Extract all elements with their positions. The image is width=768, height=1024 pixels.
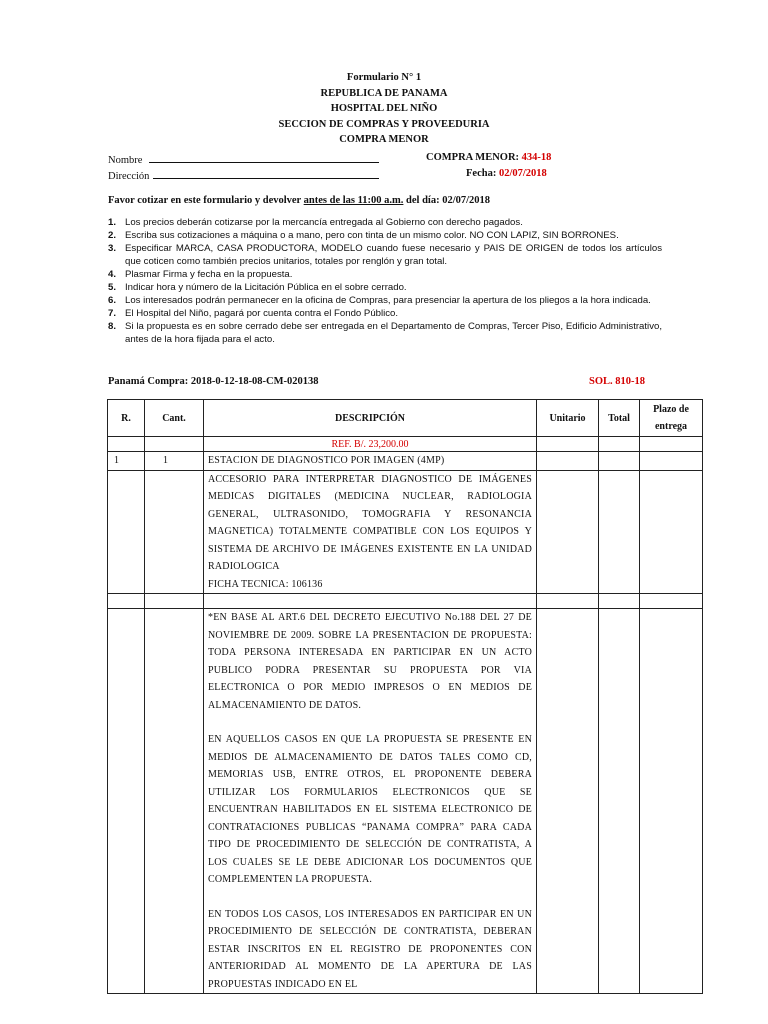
solicitud-number: SOL. 810-18 bbox=[589, 376, 646, 387]
fecha-label: Fecha: bbox=[466, 168, 497, 179]
col-cant: Cant. bbox=[145, 400, 204, 437]
rule-number: 3. bbox=[108, 243, 117, 254]
direccion-row bbox=[108, 168, 379, 182]
rule-text: Si la propuesta es en sobre cerrado debe ser entregada en el Departamento de Compras, Tercer Piso, Edificio Administrativo, antes de la hora fijada para el acto. bbox=[125, 321, 662, 345]
rule-text: El Hospital del Niño, pagará por cuenta contra el Fondo Público. bbox=[125, 308, 399, 319]
cell bbox=[145, 609, 204, 994]
table-row bbox=[108, 594, 703, 609]
cell bbox=[204, 594, 537, 609]
item-delivery[interactable] bbox=[640, 452, 703, 471]
cell bbox=[640, 470, 703, 594]
list-item bbox=[108, 216, 662, 229]
purchase-type: COMPRA MENOR bbox=[339, 134, 429, 145]
legal-paragraph: EN TODOS LOS CASOS, LOS INTERESADOS EN PARTICIPAR EN UN PROCEDIMIENTO DE SELECCIÓN DE CONTRATISTA, DEBERAN ESTAR INSCRITOS EN EL REGISTRO DE PROPONENTES CON ANTERIORIDAD AL MOMENTO DE LA APERTURA DE LAS PROPUESTAS INDICADO EN EL bbox=[208, 908, 532, 990]
section-title: SECCION DE COMPRAS Y PROVEEDURIA bbox=[278, 118, 490, 130]
compra-label: COMPRA MENOR: bbox=[426, 152, 520, 163]
table-row bbox=[108, 609, 703, 994]
cell bbox=[599, 470, 640, 594]
compra-menor bbox=[426, 152, 551, 163]
rule-number: 8. bbox=[108, 321, 117, 332]
cell bbox=[108, 437, 145, 452]
item-description bbox=[204, 470, 537, 594]
cell bbox=[108, 470, 145, 594]
cell bbox=[108, 609, 145, 994]
nombre-field[interactable] bbox=[149, 152, 379, 163]
ficha-tecnica: FICHA TECNICA: 106136 bbox=[208, 578, 323, 590]
col-r: R. bbox=[108, 400, 145, 437]
list-item bbox=[108, 242, 662, 268]
cell bbox=[599, 594, 640, 609]
favor-post: del día: 02/07/2018 bbox=[403, 195, 491, 206]
list-item bbox=[108, 268, 662, 281]
nombre-label: Nombre bbox=[108, 155, 143, 166]
rule-number: 4. bbox=[108, 269, 117, 280]
cell bbox=[640, 609, 703, 994]
rule-number: 6. bbox=[108, 295, 117, 306]
form-number: Formulario N° 1 bbox=[346, 72, 422, 83]
cell bbox=[599, 437, 640, 452]
list-item bbox=[108, 294, 662, 307]
item-title: ESTACION DE DIAGNOSTICO POR IMAGEN (4MP) bbox=[204, 452, 537, 471]
favor-pre: Favor cotizar en este formulario y devolver bbox=[108, 195, 304, 206]
direccion-label: Dirección bbox=[108, 171, 150, 182]
col-descripcion: DESCRIPCIÓN bbox=[204, 400, 537, 437]
col-plazo: Plazo de entrega bbox=[640, 400, 703, 437]
nombre-row bbox=[108, 152, 379, 166]
favor-deadline: antes de las 11:00 a.m. bbox=[303, 195, 404, 206]
cell bbox=[537, 437, 599, 452]
list-item bbox=[108, 229, 662, 242]
table-row bbox=[108, 437, 703, 452]
list-item bbox=[108, 281, 662, 294]
list-item bbox=[108, 320, 662, 346]
direccion-field[interactable] bbox=[153, 168, 379, 179]
instructions-line bbox=[108, 195, 490, 206]
legal-paragraph: *EN BASE AL ART.6 DEL DECRETO EJECUTIVO No.188 DEL 27 DE NOVIEMBRE DE 2009. SOBRE LA PRESENTACION DE PROPUESTA: TODA PERSONA INTERESADA EN PARTICIPAR EN UN ACTO PUBLICO PODRA PRESENTAR SU PROPUESTA POR VIA ELECTRONICA O POR MEDIO IMPRESOS O EN MEDIOS DE ALMACENAMIENTO DE DATOS. bbox=[208, 612, 532, 711]
table-row bbox=[108, 452, 703, 471]
rule-number: 2. bbox=[108, 230, 117, 241]
hospital-title: HOSPITAL DEL NIÑO bbox=[330, 103, 438, 114]
cell bbox=[640, 437, 703, 452]
form-header bbox=[0, 70, 768, 148]
cell bbox=[640, 594, 703, 609]
description-text: ACCESORIO PARA INTERPRETAR DIAGNOSTICO DE IMÁGENES MEDICAS DIGITALES (MEDICINA NUCLEAR, RADIOLOGIA GENERAL, ULTRASONIDO, TOMOGRAFIA Y RESONANCIA MAGNETICA) TOTALMENTE COMPATIBLE CON LOS EQUIPOS Y SISTEMA DE ARCHIVO DE IMÁGENES EXISTENTE EN LA UNIDAD RADIOLOGICA bbox=[208, 473, 532, 572]
rule-text: Los interesados podrán permanecer en la oficina de Compras, para presenciar la apertura de los pliegos a la hora indicada. bbox=[125, 295, 651, 306]
fecha-value: 02/07/2018 bbox=[498, 168, 547, 179]
cell bbox=[145, 594, 204, 609]
item-unit-price[interactable] bbox=[537, 452, 599, 471]
rule-text: Escriba sus cotizaciones a máquina o a mano, pero con tinta de un mismo color. NO CON LAPIZ, SIN BORRONES. bbox=[125, 230, 619, 241]
rule-text: Los precios deberán cotizarse por la mercancía entregada al Gobierno con derecho pagados. bbox=[125, 217, 523, 228]
col-total: Total bbox=[599, 400, 640, 437]
compra-value: 434-18 bbox=[521, 152, 552, 163]
rule-number: 5. bbox=[108, 282, 117, 293]
panama-compra-id: Panamá Compra: 2018-0-12-18-08-CM-020138 bbox=[108, 376, 319, 387]
legal-paragraph: EN AQUELLOS CASOS EN QUE LA PROPUESTA SE PRESENTE EN MEDIOS DE ALMACENAMIENTO DE DATOS TALES COMO CD, MEMORIAS USB, ENTRE OTROS, EL PROPONENTE DEBERA UTILIZAR LOS FORMULARIOS ELECTRONICOS QUE SE ENCUENTRAN HABILITADOS EN EL SISTEMA ELECTRONICO DE CONTRATACIONES PUBLICAS “PANAMA COMPRA” PARA CADA TIPO DE PROCEDIMIENTO DE SELECCIÓN DE CONTRATISTA, A LOS CUALES SE LE DEBE ADICIONAR LOS DOCUMENTOS QUE COMPLEMENTEN LA PROPUESTA. bbox=[208, 734, 532, 885]
country-title: REPUBLICA DE PANAMA bbox=[320, 87, 448, 99]
cell bbox=[537, 594, 599, 609]
cell bbox=[599, 609, 640, 994]
fecha-row bbox=[466, 168, 547, 179]
rule-text: Plasmar Firma y fecha en la propuesta. bbox=[125, 269, 293, 280]
legal-notes bbox=[204, 609, 537, 994]
item-quantity: 1 bbox=[145, 452, 204, 471]
items-table bbox=[107, 399, 703, 994]
rule-text: Especificar MARCA, CASA PRODUCTORA, MODELO cuando fuese necesario y PAIS DE ORIGEN de todos los artículos que coticen como también precios unitarios, totales por renglón y gran total. bbox=[125, 243, 662, 267]
cell bbox=[145, 470, 204, 594]
rule-text: Indicar hora y número de la Licitación Pública en el sobre cerrado. bbox=[125, 282, 407, 293]
rule-number: 7. bbox=[108, 308, 117, 319]
cell bbox=[537, 470, 599, 594]
table-row bbox=[108, 470, 703, 594]
cell bbox=[537, 609, 599, 994]
cell bbox=[108, 594, 145, 609]
reference-amount: REF. B/. 23,200.00 bbox=[204, 437, 537, 452]
table-header-row bbox=[108, 400, 703, 437]
item-total[interactable] bbox=[599, 452, 640, 471]
cell bbox=[145, 437, 204, 452]
item-number: 1 bbox=[108, 452, 145, 471]
list-item bbox=[108, 307, 662, 320]
rules-list bbox=[108, 216, 662, 346]
rule-number: 1. bbox=[108, 217, 117, 228]
col-unitario: Unitario bbox=[537, 400, 599, 437]
